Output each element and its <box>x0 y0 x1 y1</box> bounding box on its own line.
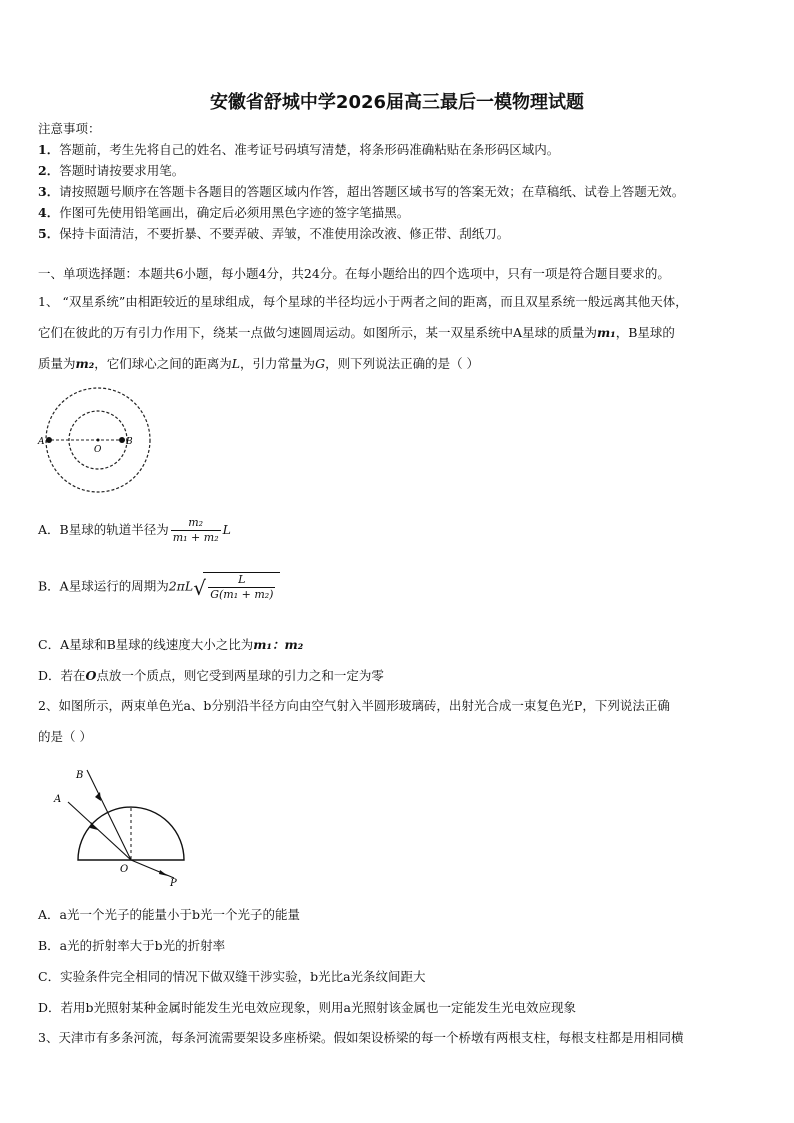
option-ratio: m₁：m₂ <box>253 637 304 652</box>
notice-item-number: 3． <box>38 184 60 199</box>
notice-item <box>38 226 509 242</box>
ray-a <box>68 802 131 860</box>
notice-item-text: 请按照题号顺序在答题卡各题目的答题区域内作答，超出答题区域书写的答案无效；在草稿纸、试卷上答题无效。 <box>59 184 685 199</box>
binary-star-figure <box>36 384 160 496</box>
q2-option-d[interactable]: D．若用b光照射某种金属时能发生光电效应现象，则用a光照射该金属也一定能发生光电效应现象 <box>38 1000 576 1015</box>
ray-p <box>131 860 174 878</box>
label-b: B <box>126 437 133 447</box>
question-3-line-1: 3、天津市有多条河流，每条河流需要架设多座桥梁。假如架设桥梁的每一个桥墩有两根支柱，每根支柱都是用相同横 <box>38 1030 684 1045</box>
label-a: A <box>38 437 45 447</box>
q1-text: 质量为 <box>38 356 76 371</box>
notice-item-number: 5． <box>38 226 60 241</box>
section-heading: 一、单项选择题：本题共6小题，每小题4分，共24分。在每小题给出的四个选项中，只有一项是符合题目要求的。 <box>38 266 670 281</box>
star-b-dot <box>119 437 125 443</box>
label-a: A <box>54 794 62 805</box>
q1-text: ，它们球心之间的距离为 <box>94 356 232 371</box>
star-a-dot <box>46 437 52 443</box>
notice-item <box>38 184 684 200</box>
notice-item-text: 保持卡面清洁，不要折暴、不要弄破、弄皱，不准使用涂改液、修正带、刮纸刀。 <box>59 226 510 241</box>
fraction <box>208 573 275 602</box>
q1-option-c[interactable] <box>38 635 303 653</box>
fraction <box>171 516 221 545</box>
page-title: 安徽省舒城中学2026届高三最后一模物理试题 <box>209 92 585 113</box>
notice-item-number: 4． <box>38 205 60 220</box>
q2-option-a[interactable]: A．a光一个光子的能量小于b光一个光子的能量 <box>38 907 300 922</box>
q1-option-b[interactable] <box>38 572 280 602</box>
fraction-numerator: m₂ <box>171 516 221 531</box>
label-b: B <box>76 770 84 781</box>
arrow-a <box>90 822 98 830</box>
fraction-denominator: G(m₁ + m₂) <box>210 588 274 601</box>
q1-option-a[interactable] <box>38 516 231 545</box>
notice-item <box>38 142 559 158</box>
question-1-line-1: 1、 “双星系统”由相距较近的星球组成，每个星球的半径均远小于两者之间的距离，而且双星系统一般远离其他天体， <box>38 294 688 309</box>
semicircle-glass-figure <box>48 760 198 890</box>
fraction-numerator: √ L <box>208 573 275 588</box>
center-point <box>97 439 100 442</box>
notice-item-text: 答题时请按要求用笔。 <box>59 163 185 178</box>
square-root <box>193 572 280 602</box>
option-point-o: O <box>85 668 97 683</box>
notice-item-text: 作图可先使用铅笔画出，确定后必须用黑色字迹的签字笔描黑。 <box>59 205 410 220</box>
option-text: B．A星球运行的周期为 <box>38 578 169 594</box>
q1-option-d[interactable] <box>38 666 384 684</box>
ray-b <box>87 770 131 860</box>
notice-heading: 注意事项： <box>38 121 101 136</box>
q1-text: 它们在彼此的万有引力作用下，绕某一点做匀速圆周运动。如图所示，某一双星系统中A星球的质量为 <box>38 325 598 340</box>
label-o: O <box>120 864 129 875</box>
notice-item-text: 答题前，考生先将自己的姓名、准考证号码填写清楚，将条形码准确粘贴在条形码区域内。 <box>59 142 560 157</box>
fraction-denominator: m₁ + m₂ <box>172 531 219 544</box>
option-text: C．A星球和B星球的线速度大小之比为 <box>38 637 254 652</box>
notice-item <box>38 163 184 179</box>
notice-item <box>38 205 409 221</box>
q1-m2: m₂ <box>75 356 95 371</box>
notice-item-number: 2． <box>38 163 60 178</box>
label-p: P <box>170 878 177 889</box>
q1-G: G <box>315 356 326 371</box>
question-2-line-1: 2、如图所示，两束单色光a、b分别沿半径方向由空气射入半圆形玻璃砖，出射光合成一束复色光P，下列说法正确 <box>38 698 670 713</box>
q1-text: ，引力常量为 <box>240 356 316 371</box>
q2-option-c[interactable]: C．实验条件完全相同的情况下做双缝干涉实验，b光比a光条纹间距大 <box>38 969 426 984</box>
question-1-line-3 <box>38 356 479 372</box>
q2-option-b[interactable]: B．a光的折射率大于b光的折射率 <box>38 938 226 953</box>
option-tail: L <box>222 522 231 537</box>
option-text: D．若在 <box>38 668 86 683</box>
q1-text-tail: ，B星球的 <box>615 325 675 340</box>
q1-text: ，则下列说法正确的是（ ） <box>325 356 480 371</box>
option-text: A．B星球的轨道半径为 <box>38 522 169 537</box>
question-2-line-2: 的是（ ） <box>38 729 92 744</box>
arrow-p <box>159 870 168 876</box>
q1-L: L <box>231 356 241 371</box>
question-1-line-2 <box>38 325 675 341</box>
q1-m1: m₁ <box>597 325 616 340</box>
option-text: 点放一个质点，则它受到两星球的引力之和一定为零 <box>96 668 384 683</box>
label-o: O <box>94 445 102 455</box>
notice-item-number: 1． <box>38 142 60 157</box>
period-prefix: 2πL <box>168 578 194 594</box>
